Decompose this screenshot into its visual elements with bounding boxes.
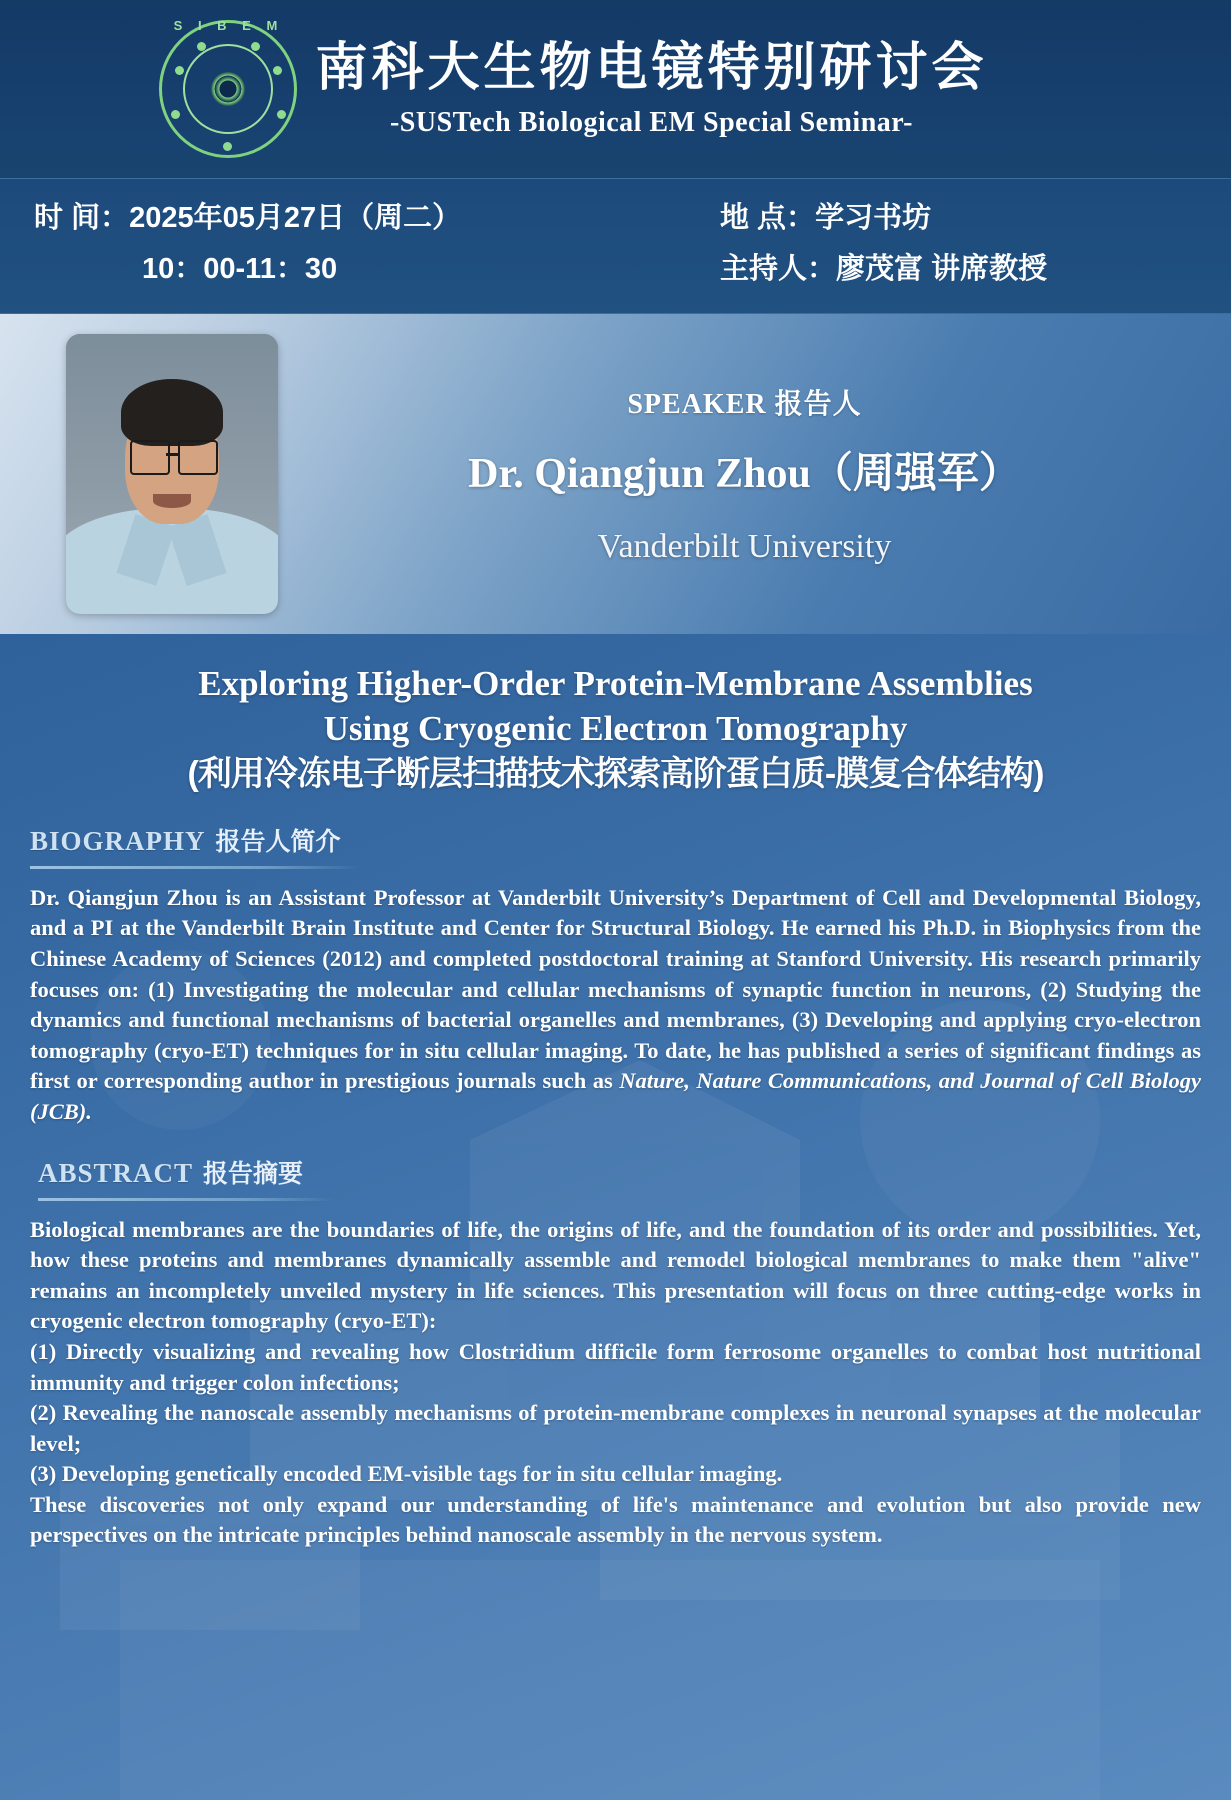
host-value: 廖茂富 讲席教授 <box>836 253 1048 285</box>
logo-ring-text: S I B E M <box>173 18 284 33</box>
event-time <box>34 195 634 236</box>
speaker-name: Dr. Qiangjun Zhou（周强军） <box>468 451 1021 497</box>
abstract-paragraph: (2) Revealing the nanoscale assembly mechanisms of protein-membrane complexes in neuronal synapses at the molecular level; <box>30 1400 1201 1456</box>
event-host <box>634 246 1197 287</box>
speaker-label-cn: 报告人 <box>774 388 862 419</box>
abstract-paragraph: (3) Developing genetically encoded EM-visible tags for in situ cellular imaging. <box>30 1461 783 1487</box>
biography-heading-en: BIOGRAPHY <box>30 825 206 856</box>
biography-text-main: Dr. Qiangjun Zhou is an Assistant Professor at Vanderbilt University’s Department of Cell and Developmental Biology, and a PI at the Vanderbilt Brain Institute and Center for Structural Biology. He earned his Ph.D. in Biophysics from the Chinese Academy of Sciences (2012) and completed postdoctoral training at Stanford University. His research primarily focuses on: (1) Investigating the molecular and cellular mechanisms of synaptic function in neurons, (2) Studying the dynamics and functional mechanisms of bacterial organelles and membranes, (3) Developing and applying cryo-electron tomography (cryo-ET) techniques for in situ cellular imaging. To date, he has published a series of significant findings as first or corresponding author in prestigious journals such as <box>30 884 1201 1094</box>
abstract-heading <box>38 1154 303 1190</box>
biography-heading-cn: 报告人简介 <box>215 827 341 856</box>
abstract-paragraph: These discoveries not only expand our understanding of life's maintenance and evolution but also provide new perspectives on the intricate principles behind nanoscale assembly in the nervous system. <box>30 1491 1201 1548</box>
event-info-bar <box>0 178 1231 314</box>
abstract-body <box>30 1215 1201 1552</box>
abstract-paragraph: (1) Directly visualizing and revealing how Clostridium difficile form ferrosome organelles to combat host nutritional immunity and trigger colon infections; <box>30 1338 1201 1395</box>
speaker-details <box>278 382 1191 566</box>
biography-journals: Nature, Nature Communications, and Journal of Cell Biology (JCB). <box>30 1068 1201 1124</box>
abstract-underline <box>38 1198 334 1201</box>
event-place <box>634 195 1197 236</box>
time-value: 2025年05月27日（周二） <box>129 202 462 234</box>
biography-heading <box>30 822 341 858</box>
abstract-heading-cn: 报告摘要 <box>203 1159 304 1188</box>
event-time-range: 10：00-11：30 <box>142 253 338 285</box>
place-value: 学习书坊 <box>815 202 932 234</box>
speaker-label-en: SPEAKER <box>627 389 767 420</box>
biography-section <box>30 796 1201 1128</box>
speaker-affiliation: Vanderbilt University <box>597 528 892 565</box>
header-titles <box>315 39 1097 139</box>
biography-underline <box>30 866 360 869</box>
sibem-logo-icon <box>153 14 303 164</box>
poster-header <box>0 0 1231 178</box>
poster-content <box>0 634 1231 1561</box>
biography-text <box>30 883 1201 1128</box>
talk-title-block <box>30 662 1201 796</box>
speaker-label <box>308 382 1181 422</box>
host-label: 主持人： <box>720 253 837 285</box>
talk-title-en-line1: Exploring Higher-Order Protein-Membrane Assemblies <box>198 664 1033 703</box>
abstract-paragraph: Biological membranes are the boundaries of life, the origins of life, and the foundation of its order and possibilities. Yet, how these proteins and membranes dynamically assemble and remodel biological membranes to make them "alive" remains an incompletely unveiled mystery in life sciences. This presentation will focus on three cutting-edge works in cryogenic electron tomography (cryo-ET): <box>30 1216 1201 1334</box>
abstract-heading-en: ABSTRACT <box>38 1157 194 1188</box>
place-label: 地 点： <box>720 202 816 234</box>
poster-title-cn: 南科大生物电镜特别研讨会 <box>315 39 988 98</box>
abstract-section <box>30 1128 1201 1552</box>
poster-title-en: -SUSTech Biological EM Special Seminar- <box>389 106 913 138</box>
speaker-portrait-avatar <box>66 334 278 614</box>
time-label: 时 间： <box>34 202 130 234</box>
speaker-band <box>0 314 1231 634</box>
talk-title-cn: (利用冷冻电子断层扫描技术探索高阶蛋白质-膜复合体结构) <box>187 754 1044 793</box>
talk-title-en-line2: Using Cryogenic Electron Tomography <box>323 708 908 748</box>
